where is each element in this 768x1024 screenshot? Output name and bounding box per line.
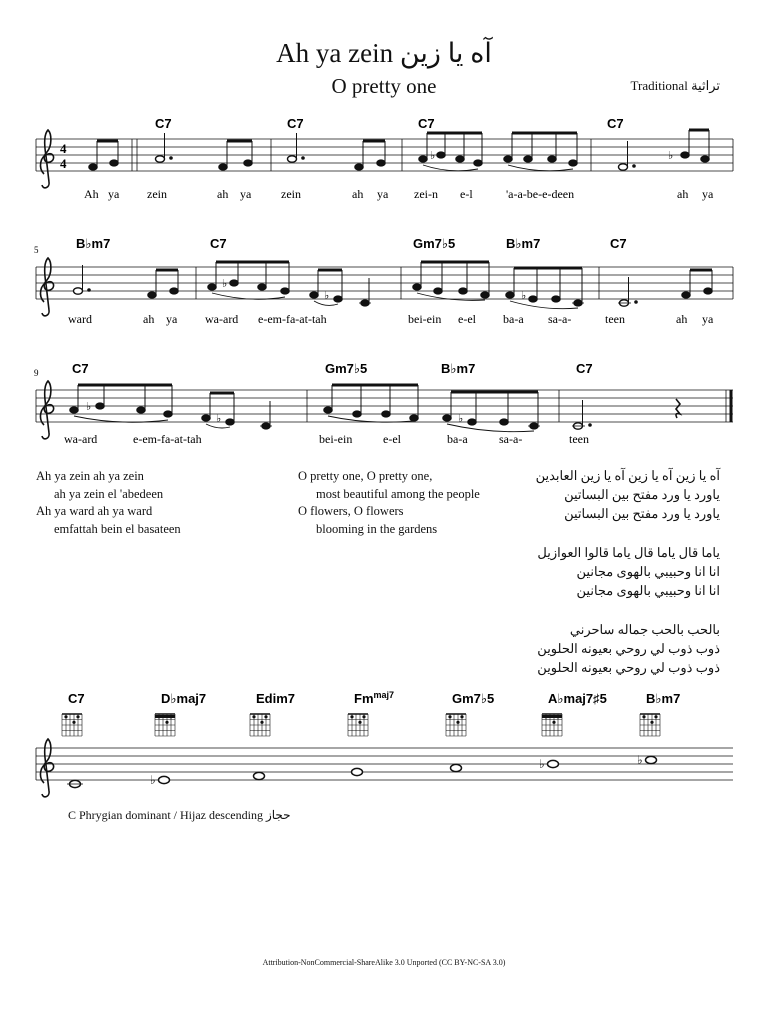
song-title: Ah ya zein آه يا زين [276, 38, 492, 68]
chord-diagram [446, 691, 494, 736]
chord-symbol: C7 [610, 236, 627, 251]
lyric-syllable: e-em-fa-at-tah [258, 312, 327, 326]
composer-credit: Traditional تراثية [630, 78, 720, 93]
lyric-syllable: Ah [84, 187, 99, 201]
chord-diagram-label: B♭m7 [646, 691, 681, 706]
lyric-syllable: zein [147, 187, 167, 201]
verse-line: emfattah bein el basateen [54, 521, 181, 536]
time-sig-top: 4 [60, 141, 67, 156]
arabic-line: بالحب بالحب جماله ساحرني [569, 622, 720, 637]
svg-text:♭: ♭ [222, 277, 228, 290]
lyric-syllable: wa-ard [64, 432, 98, 446]
license-footer: Attribution-NonCommercial-ShareAlike 3.0 Unported (CC BY-NC-SA 3.0) [262, 958, 506, 967]
chord-diagram [250, 691, 295, 736]
chord-diagram-label: Gm7♭5 [452, 691, 495, 706]
staff-system-3 [34, 361, 733, 446]
chord-diagram-label: C7 [68, 691, 85, 706]
svg-text:♭: ♭ [86, 400, 92, 413]
chord-diagram-label: D♭maj7 [161, 691, 207, 706]
lyric-syllable: 'a-a-be-e-deen [506, 187, 575, 201]
chord-symbol: C7 [72, 361, 89, 376]
song-subtitle: O pretty one [331, 74, 437, 98]
chord-symbol: B♭m7 [441, 361, 476, 376]
arabic-line: انا انا وحبيبي بالهوى مجانين [576, 564, 720, 579]
lyric-syllable: ya [108, 187, 120, 201]
lyric-syllable: wa-ard [205, 312, 239, 326]
lyric-syllable: sa-a- [499, 432, 523, 446]
verse-english [298, 468, 480, 538]
arabic-line: ذوب ذوب لي روحي بعيونه الحلوين [537, 641, 720, 656]
lyric-syllable: ya [702, 312, 714, 326]
scale-staff [36, 739, 733, 797]
lyric-syllable: bei-ein [319, 432, 353, 446]
lyric-syllable: zei-n [414, 187, 438, 201]
arabic-line: انا انا وحبيبي بالهوى مجانين [576, 583, 720, 598]
svg-text:♭: ♭ [668, 149, 674, 162]
arabic-line: ياورد يا ورد مفتح بين البساتين [564, 506, 720, 521]
lyric-syllable: ba-a [447, 432, 468, 446]
lyric-syllable: e-el [383, 432, 401, 446]
lyric-syllable: teen [605, 312, 625, 326]
verse-line: ah ya zein el 'abedeen [54, 486, 164, 501]
chord-symbol: C7 [210, 236, 227, 251]
lyric-syllable: e-em-fa-at-tah [133, 432, 202, 446]
svg-text:♭: ♭ [216, 412, 222, 425]
svg-text:♭: ♭ [521, 289, 527, 302]
verse-transliteration [36, 468, 181, 538]
chord-diagram-label: Edim7 [256, 691, 296, 706]
chord-symbol: C7 [607, 116, 624, 131]
lyric-syllable: ward [68, 312, 92, 326]
svg-text:♭: ♭ [637, 753, 643, 767]
svg-text:♭: ♭ [324, 289, 330, 302]
chord-diagram [348, 690, 394, 736]
verse-line: O pretty one, O pretty one, [298, 469, 433, 483]
verse-line: most beautiful among the people [316, 486, 480, 501]
chord-diagram-label: $Fm^{maj7}$ [354, 690, 395, 706]
arabic-line: ياما قال ياما قال ياما قالوا العوازيل [537, 545, 720, 560]
lyric-syllable: ya [240, 187, 252, 201]
chord-diagram [155, 691, 206, 736]
svg-text:♭: ♭ [458, 412, 464, 425]
lyric-syllable: ba-a [503, 312, 524, 326]
lyric-syllable: e-el [458, 312, 476, 326]
lyric-syllable: zein [281, 187, 301, 201]
arabic-line: ياورد يا ورد مفتح بين البساتين [564, 487, 720, 502]
arabic-line: ذوب ذوب لي روحي بعيونه الحلوين [537, 660, 720, 675]
chord-symbol: C7 [287, 116, 304, 131]
lyric-syllable: teen [569, 432, 589, 446]
chord-symbol: B♭m7 [506, 236, 541, 251]
verse-arabic [526, 466, 720, 690]
lyric-syllable: ah [676, 312, 688, 326]
lyric-syllable: bei-ein [408, 312, 442, 326]
verse-line: blooming in the gardens [316, 521, 438, 536]
chord-symbol: C7 [418, 116, 435, 131]
lyric-syllable: ya [702, 187, 714, 201]
lyric-syllable: ah [352, 187, 364, 201]
chord-diagram-label: A♭maj7♯5 [548, 691, 607, 706]
measure-number: 9 [34, 368, 39, 378]
staff-system-2 [34, 236, 733, 326]
chord-symbol: B♭m7 [76, 236, 111, 251]
chord-symbol: C7 [576, 361, 593, 376]
chord-symbol: Gm7♭5 [325, 361, 368, 376]
verse-line: Ah ya ward ah ya ward [36, 504, 153, 518]
lyric-syllable: ah [143, 312, 155, 326]
chord-symbol: C7 [155, 116, 172, 131]
chord-diagram [640, 691, 680, 736]
verse-line: O flowers, O flowers [298, 504, 404, 518]
svg-text:♭: ♭ [150, 773, 156, 787]
lyric-syllable: sa-a- [548, 312, 572, 326]
lyric-syllable: ya [166, 312, 178, 326]
staff-system-1 [36, 116, 733, 201]
scale-label: C Phrygian dominant / Hijaz descending حجاز [68, 808, 291, 822]
lyric-syllable: ah [217, 187, 229, 201]
measure-number: 5 [34, 245, 39, 255]
time-sig-bottom: 4 [60, 156, 67, 171]
svg-text:♭: ♭ [430, 149, 436, 162]
lyric-syllable: ah [677, 187, 689, 201]
chord-diagram [62, 691, 85, 736]
verse-line: Ah ya zein ah ya zein [36, 469, 144, 483]
chord-diagram [542, 691, 607, 736]
lyric-syllable: e-l [460, 187, 473, 201]
lyric-syllable: ya [377, 187, 389, 201]
chord-diagrams [62, 690, 680, 736]
chord-symbol: Gm7♭5 [413, 236, 456, 251]
arabic-line: آه يا زين آه يا زين آه يا زين العابدين [535, 468, 720, 483]
svg-text:♭: ♭ [539, 757, 545, 771]
